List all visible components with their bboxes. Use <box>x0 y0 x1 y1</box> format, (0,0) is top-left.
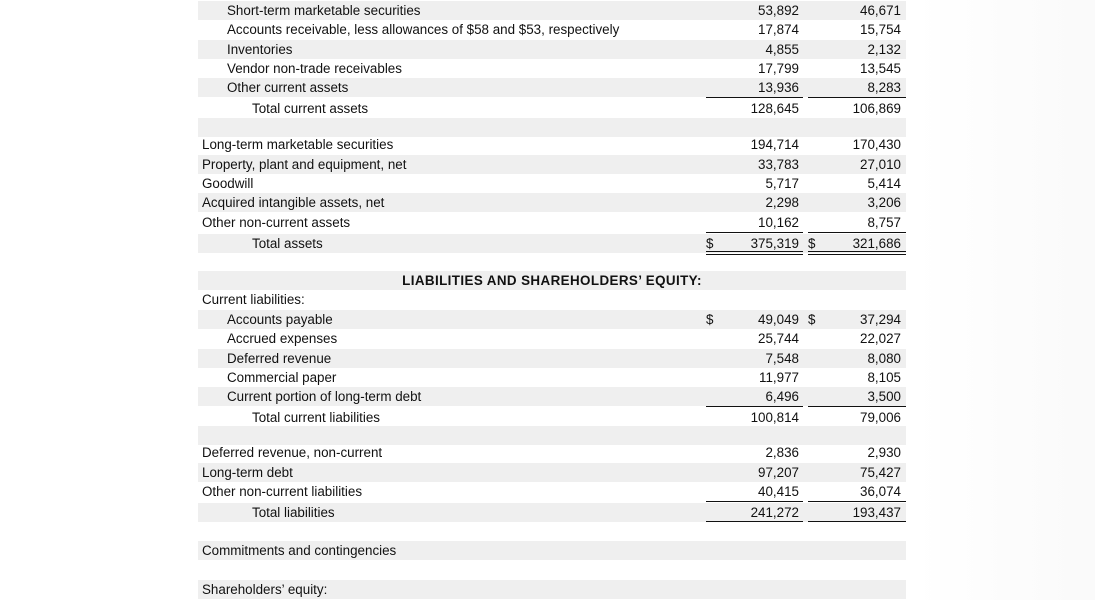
row-label: Long-term marketable securities <box>202 137 394 152</box>
subtotal-rule <box>808 97 906 98</box>
table-row <box>198 290 906 309</box>
value-current-year: 11,977 <box>759 370 799 385</box>
subtotal-rule <box>808 501 906 502</box>
value-prior-year: 106,869 <box>852 101 901 116</box>
subtotal-rule <box>706 501 803 502</box>
value-prior-year: 75,427 <box>860 465 901 480</box>
table-row <box>198 213 906 232</box>
subtotal-rule <box>808 232 906 233</box>
value-prior-year: 3,206 <box>867 195 901 210</box>
value-current-year: 375,319 <box>750 236 799 251</box>
value-current-year: 49,049 <box>758 312 799 327</box>
row-label: Other current assets <box>227 80 349 95</box>
row-label: Long-term debt <box>202 465 293 480</box>
table-row <box>198 40 906 59</box>
row-label: Commercial paper <box>227 370 337 385</box>
value-current-year: 97,207 <box>758 465 799 480</box>
page-edge-shadow <box>915 0 1095 600</box>
row-label: Commitments and contingencies <box>202 543 397 558</box>
table-row <box>198 155 906 174</box>
value-prior-year: 37,294 <box>860 312 901 327</box>
value-current-year: 241,272 <box>750 505 799 520</box>
currency-symbol: $ <box>808 312 816 327</box>
value-prior-year: 8,105 <box>867 370 901 385</box>
value-prior-year: 2,132 <box>867 42 901 57</box>
value-current-year: 7,548 <box>765 351 799 366</box>
value-prior-year: 321,686 <box>852 236 901 251</box>
value-current-year: 128,645 <box>750 101 799 116</box>
value-prior-year: 27,010 <box>860 157 901 172</box>
row-label: Other non-current liabilities <box>202 484 363 499</box>
value-current-year: 2,298 <box>765 195 799 210</box>
table-row <box>198 59 906 78</box>
subsection-heading: Current liabilities: <box>202 292 305 307</box>
subtotal-rule <box>808 406 906 407</box>
row-label: Total current assets <box>252 101 369 116</box>
value-current-year: 10,162 <box>758 215 799 230</box>
value-current-year: 40,415 <box>758 484 799 499</box>
subtotal-rule <box>706 97 803 98</box>
table-row <box>198 541 906 560</box>
value-current-year: 2,836 <box>765 445 799 460</box>
row-label: Total liabilities <box>252 505 335 520</box>
section-heading-row <box>198 271 906 290</box>
table-row <box>198 482 906 501</box>
value-prior-year: 8,080 <box>867 351 901 366</box>
value-prior-year: 8,283 <box>867 80 901 95</box>
grand-total-rule <box>808 251 906 255</box>
value-prior-year: 36,074 <box>860 484 901 499</box>
value-current-year: 194,714 <box>750 137 799 152</box>
value-prior-year: 2,930 <box>867 445 901 460</box>
value-prior-year: 13,545 <box>860 61 901 76</box>
value-prior-year: 46,671 <box>860 3 901 18</box>
table-row <box>198 443 906 462</box>
row-label: Acquired intangible assets, net <box>202 195 385 210</box>
row-label: Accrued expenses <box>227 331 338 346</box>
row-label: Inventories <box>227 42 293 57</box>
value-prior-year: 22,027 <box>860 331 901 346</box>
currency-symbol: $ <box>706 312 714 327</box>
value-current-year: 33,783 <box>758 157 799 172</box>
row-label: Total current liabilities <box>252 410 381 425</box>
value-prior-year: 193,437 <box>852 505 901 520</box>
section-heading: LIABILITIES AND SHAREHOLDERS’ EQUITY: <box>402 273 702 288</box>
value-prior-year: 8,757 <box>867 215 901 230</box>
value-current-year: 25,744 <box>758 331 799 346</box>
row-label: Goodwill <box>202 176 254 191</box>
table-row <box>198 174 906 193</box>
table-row <box>198 368 906 387</box>
row-label: Property, plant and equipment, net <box>202 157 407 172</box>
table-row <box>198 135 906 154</box>
table-row <box>198 310 906 329</box>
table-row <box>198 463 906 482</box>
value-current-year: 5,717 <box>765 176 799 191</box>
table-row <box>198 387 906 406</box>
table-row <box>198 20 906 39</box>
table-row <box>198 78 906 97</box>
row-label: Vendor non-trade receivables <box>227 61 402 76</box>
row-label: Deferred revenue <box>227 351 332 366</box>
row-label: Deferred revenue, non-current <box>202 445 383 460</box>
value-prior-year: 170,430 <box>852 137 901 152</box>
value-current-year: 100,814 <box>750 410 799 425</box>
value-current-year: 13,936 <box>758 80 799 95</box>
row-label: Short-term marketable securities <box>227 3 421 18</box>
total-row <box>198 99 906 118</box>
table-row <box>198 580 906 599</box>
subsection-heading: Shareholders’ equity: <box>202 582 328 597</box>
row-label: Accounts receivable, less allowances of $58 and $53, respectively <box>227 22 620 37</box>
table-row <box>198 349 906 368</box>
table-row <box>198 1 906 20</box>
row-label: Other non-current assets <box>202 215 351 230</box>
table-row <box>198 329 906 348</box>
row-label: Accounts payable <box>227 312 333 327</box>
subtotal-rule <box>706 232 803 233</box>
value-current-year: 6,496 <box>765 389 799 404</box>
subtotal-rule <box>706 521 803 522</box>
value-current-year: 17,874 <box>758 22 799 37</box>
row-label: Current portion of long-term debt <box>227 389 422 404</box>
value-prior-year: 15,754 <box>860 22 901 37</box>
value-current-year: 53,892 <box>758 3 799 18</box>
total-row <box>198 408 906 427</box>
value-current-year: 4,855 <box>765 42 799 57</box>
row-label: Total assets <box>252 236 323 251</box>
value-current-year: 17,799 <box>758 61 799 76</box>
table-row <box>198 193 906 212</box>
value-prior-year: 79,006 <box>860 410 901 425</box>
balance-sheet <box>198 0 906 600</box>
subtotal-rule <box>808 521 906 522</box>
value-prior-year: 3,500 <box>867 389 901 404</box>
currency-symbol: $ <box>808 236 816 251</box>
grand-total-rule <box>706 251 803 255</box>
subtotal-rule <box>706 406 803 407</box>
total-row <box>198 503 906 522</box>
currency-symbol: $ <box>706 236 714 251</box>
value-prior-year: 5,414 <box>867 176 901 191</box>
